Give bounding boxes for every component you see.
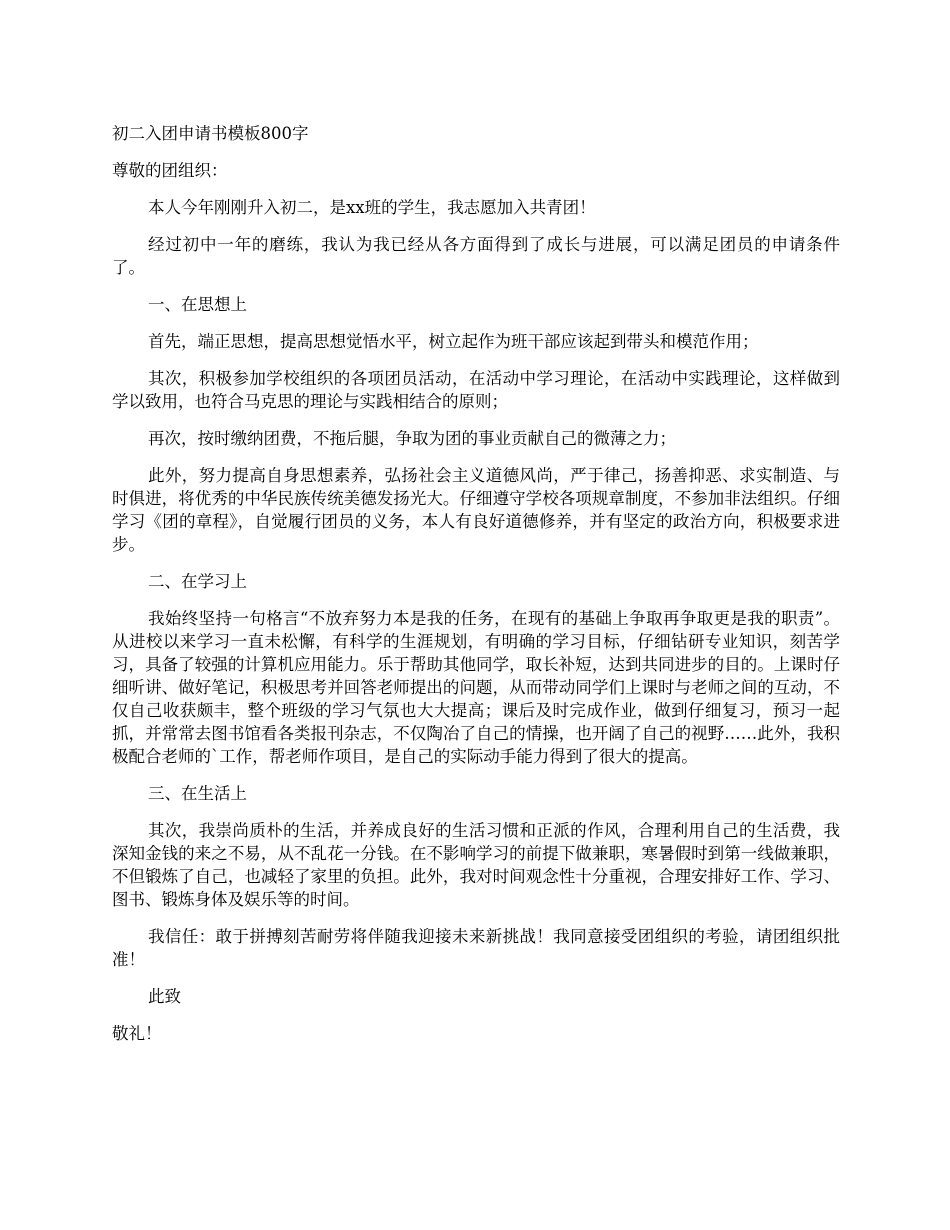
closing-phrase: 此致 [148,987,181,1006]
document-body [112,122,840,1045]
section-heading-life: 三、在生活上 [148,784,247,803]
paragraph-thought-third: 再次，按时缴纳团费，不拖后腿，争取为团的事业贡献自己的微薄之力； [148,429,676,448]
paragraph-intro: 本人今年刚刚升入初二，是xx班的学生，我志愿加入共青团！ [148,198,596,217]
document-title: 初二入团申请书模板800字 [112,124,309,143]
paragraph-thought-first: 首先，端正思想，提高思想觉悟水平，树立起作为班干部应该起到带头和模范作用； [148,332,759,351]
paragraph-study: 我始终坚持一句格言“不放弃努力本是我的任务，在现有的基础上争取再争取更是我的职责”。从进校以来学习一直未松懈，有科学的生涯规划，有明确的学习目标，仔细钻研专业知识，刻苦学习，具备了较强的计算机应用能力。乐于帮助其他同学，取长补短，达到共同进步的目的。上课时仔细听讲、做好笔记，积极思考并回答老师提出的问题，从而带动同学们上课时与老师之间的互动，不仅自己收获颇丰，整个班级的学习气氛也大大提高；课后及时完成作业，做到仔细复习，预习一起抓，并常常去图书馆看各类报刊杂志，不仅陶冶了自己的情操，也开阔了自己的视野……此外，我积极配合老师的`工作，帮老师作项目，是自己的实际动手能力得到了很大的提高。 [112,609,840,766]
section-heading-thought: 一、在思想上 [148,295,247,314]
paragraph-growth: 经过初中一年的磨练，我认为我已经从各方面得到了成长与进展，可以满足团员的申请条件了。 [112,235,840,277]
salutation: 尊敬的团组织： [112,161,228,180]
paragraph-life: 其次，我崇尚质朴的生活，并养成良好的生活习惯和正派的作风，合理利用自己的生活费，我深知金钱的来之不易，从不乱花一分钱。在不影响学习的前提下做兼职，寒暑假时到第一线做兼职，不但锻炼了自己，也减轻了家里的负担。此外，我对时间观念性十分重视，合理安排好工作、学习、图书、锻炼身体及娱乐等的时间。 [112,821,840,909]
paragraph-thought-second: 其次，积极参加学校组织的各项团员活动，在活动中学习理论，在活动中实践理论，这样做到学以致用，也符合马克思的理论与实践相结合的原则； [112,369,840,411]
closing-salute: 敬礼！ [112,1024,162,1043]
paragraph-pledge: 我信任：敢于拼搏刻苦耐劳将伴随我迎接未来新挑战！我同意接受团组织的考验，请团组织批准！ [112,927,840,969]
paragraph-thought-additional: 此外，努力提高自身思想素养，弘扬社会主义道德风尚，严于律己，扬善抑恶、求实制造、与时俱进，将优秀的中华民族传统美德发扬光大。仔细遵守学校各项规章制度，不参加非法组织。仔细学习《团的章程》，自觉履行团员的义务，本人有良好道德修养，并有坚定的政治方向，积极要求进步。 [112,466,840,554]
section-heading-study: 二、在学习上 [148,572,247,591]
